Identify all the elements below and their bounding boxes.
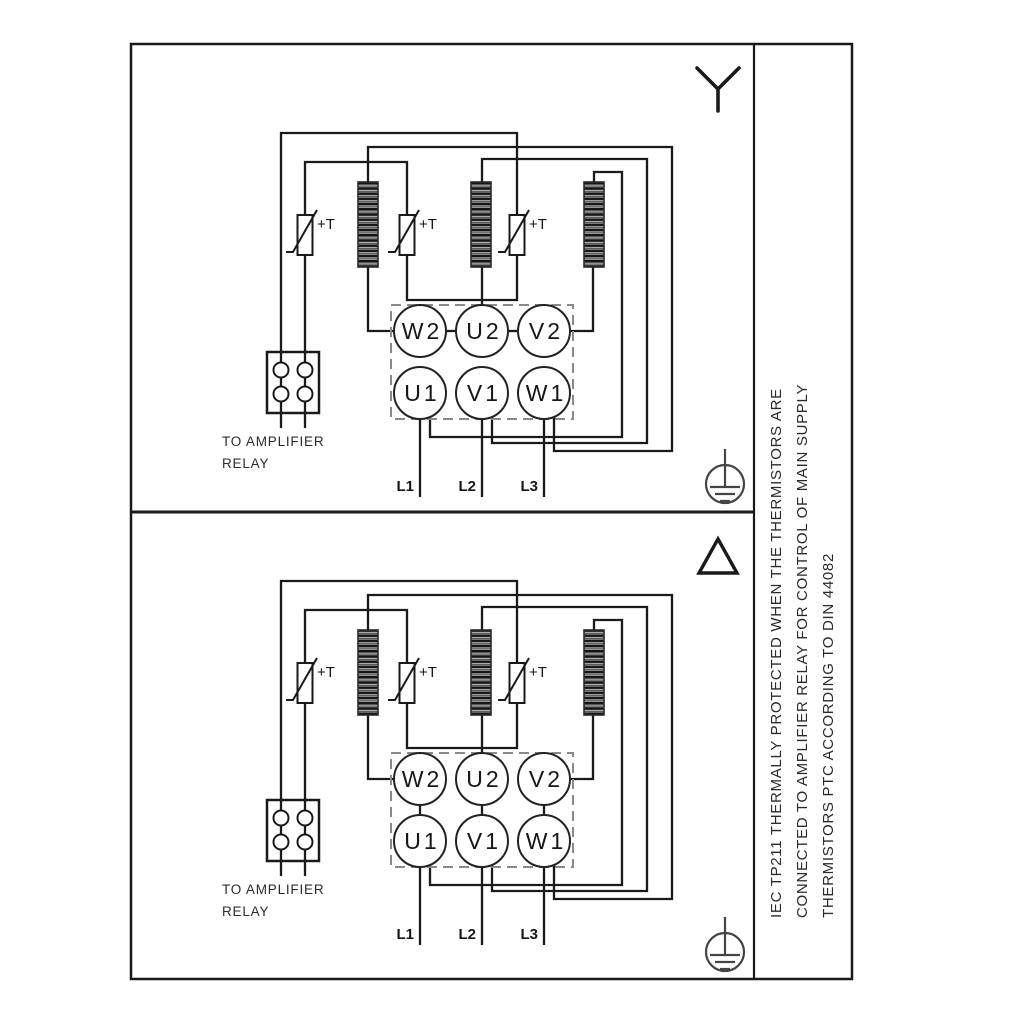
amplifier-relay-caption-line1: TO AMPLIFIER bbox=[222, 434, 325, 449]
terminal-v2-label: V2 bbox=[528, 766, 564, 792]
terminal-w2-label: W2 bbox=[401, 318, 443, 344]
amplifier-relay-connector bbox=[222, 352, 324, 471]
motor-winding-1 bbox=[358, 182, 378, 267]
amplifier-relay-caption-line2: RELAY bbox=[222, 456, 270, 471]
thermistor-label: +T bbox=[529, 664, 547, 681]
relay-terminal-circle bbox=[274, 363, 289, 378]
relay-terminal-circle bbox=[274, 387, 289, 402]
sidebar-note bbox=[764, 348, 842, 918]
relay-terminal-circle bbox=[298, 387, 313, 402]
terminal-w2-label: W2 bbox=[401, 766, 443, 792]
relay-terminal-circle bbox=[298, 835, 313, 850]
mains-label-l1: L1 bbox=[396, 926, 414, 943]
earth-ground-icon bbox=[706, 449, 744, 503]
terminal-block bbox=[391, 305, 573, 419]
thermistor-wire-t1-to-t2 bbox=[305, 610, 407, 663]
terminal-w1-label: W1 bbox=[525, 380, 567, 406]
star-panel bbox=[222, 68, 744, 503]
thermistors bbox=[286, 658, 547, 703]
sidebar-note-line-3: THERMISTORS PTC ACCORDING TO DIN 44082 bbox=[820, 552, 837, 918]
relay-terminal-circle bbox=[274, 811, 289, 826]
motor-winding-2 bbox=[471, 182, 491, 267]
thermistors bbox=[286, 210, 547, 255]
motor-winding-3 bbox=[584, 630, 604, 715]
relay-terminal-circle bbox=[298, 363, 313, 378]
terminal-u2-label: U2 bbox=[466, 318, 502, 344]
thermistor-label: +T bbox=[317, 664, 335, 681]
delta-icon bbox=[699, 539, 737, 573]
mains-label-l1: L1 bbox=[396, 478, 414, 495]
thermistor-symbol-3 bbox=[498, 210, 547, 255]
thermistor-symbol-1 bbox=[286, 210, 335, 255]
amplifier-relay-connector bbox=[222, 800, 324, 919]
relay-terminal-circle bbox=[274, 835, 289, 850]
motor-winding-1 bbox=[358, 630, 378, 715]
motor-windings bbox=[358, 182, 604, 267]
relay-terminal-circle bbox=[298, 811, 313, 826]
relay-terminal-box bbox=[267, 800, 319, 861]
motor-winding-2 bbox=[471, 630, 491, 715]
star-icon bbox=[697, 68, 739, 111]
mains-label-l3: L3 bbox=[520, 478, 538, 495]
thermistor-wire-t2-to-t3 bbox=[407, 703, 517, 748]
amplifier-relay-caption-line2: RELAY bbox=[222, 904, 270, 919]
motor-windings bbox=[358, 630, 604, 715]
terminal-u2-label: U2 bbox=[466, 766, 502, 792]
thermistor-wire-t1-to-t2 bbox=[305, 162, 407, 215]
terminal-v1-label: V1 bbox=[466, 380, 502, 406]
winding1-to-w2-wire bbox=[368, 267, 394, 331]
thermistor-label: +T bbox=[529, 216, 547, 233]
motor-winding-3 bbox=[584, 182, 604, 267]
thermistor-label: +T bbox=[419, 216, 437, 233]
sidebar-note-line-1: IEC TP211 THERMALLY PROTECTED WHEN THE THERMISTORS ARE bbox=[768, 388, 785, 918]
thermistor-symbol-3 bbox=[498, 658, 547, 703]
sidebar-note-line-2: CONNECTED TO AMPLIFIER RELAY FOR CONTROL OF MAIN SUPPLY bbox=[794, 383, 811, 918]
terminal-u1-label: U1 bbox=[404, 828, 440, 854]
thermistor-wire-t2-to-t3 bbox=[407, 255, 517, 300]
thermistor-label: +T bbox=[419, 664, 437, 681]
relay-terminal-box bbox=[267, 352, 319, 413]
mains-label-l2: L2 bbox=[458, 926, 476, 943]
amplifier-relay-caption-line1: TO AMPLIFIER bbox=[222, 882, 325, 897]
thermistor-symbol-1 bbox=[286, 658, 335, 703]
mains-label-l3: L3 bbox=[520, 926, 538, 943]
thermistor-label: +T bbox=[317, 216, 335, 233]
winding1-to-w2-wire bbox=[368, 715, 394, 779]
mains-label-l2: L2 bbox=[458, 478, 476, 495]
terminal-w1-label: W1 bbox=[525, 828, 567, 854]
thermistor-symbol-2 bbox=[388, 658, 437, 703]
terminal-u1-label: U1 bbox=[404, 380, 440, 406]
earth-ground-icon bbox=[706, 917, 744, 971]
delta-panel bbox=[222, 539, 744, 971]
thermistor-symbol-2 bbox=[388, 210, 437, 255]
terminal-v2-label: V2 bbox=[528, 318, 564, 344]
terminal-v1-label: V1 bbox=[466, 828, 502, 854]
